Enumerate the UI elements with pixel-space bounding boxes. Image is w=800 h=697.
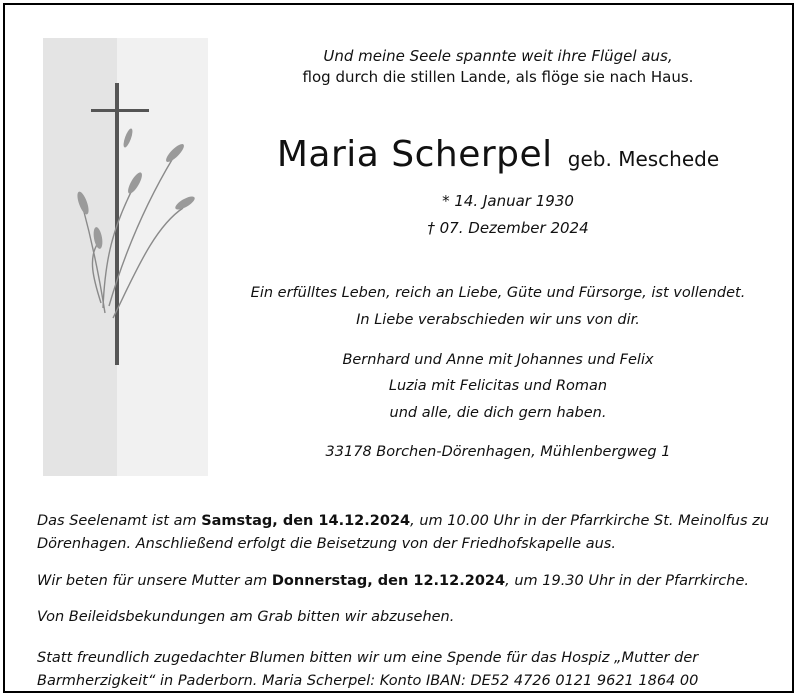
deceased-name: Maria Scherpel — [276, 134, 553, 175]
birth-name: geb. Meschede — [567, 147, 720, 171]
poem-line-2: flog durch die stillen Lande, als flöge sie nach Haus. — [302, 68, 694, 86]
tribute-line-2: In Liebe verabschieden wir uns von dir. — [356, 312, 640, 328]
prayer-notice — [37, 570, 777, 593]
poem-line-1: Und meine Seele spannte weit ihre Flügel aus, — [323, 47, 673, 65]
cross-icon — [43, 38, 208, 476]
prayer-date: Donnerstag, den 12.12.2024 — [271, 573, 506, 589]
condolences-notice: Von Beileidsbekundungen am Grab bitten wir abzusehen. — [37, 609, 455, 625]
family-address: 33178 Borchen-Dörenhagen, Mühlenbergweg 1 — [325, 444, 671, 460]
name-heading — [238, 134, 758, 175]
tribute-line-1: Ein erfülltes Leben, reich an Liebe, Güte und Fürsorge, ist vollendet. — [250, 285, 746, 301]
mourners-line-3: und alle, die dich gern haben. — [389, 405, 607, 421]
requiem-date: Samstag, den 14.12.2024 — [201, 513, 411, 529]
mourners-line-1: Bernhard und Anne mit Johannes und Felix — [342, 352, 654, 368]
cross-wheat-image — [43, 38, 208, 476]
donation-notice: Statt freundlich zugedachter Blumen bitten wir um eine Spende für das Hospiz „Mutter der Barmherzigkeit“ in Paderborn. Maria Scherpel: Konto IBAN: DE52 4726 0121 9621 1864 00 — [37, 650, 699, 689]
requiem-notice — [37, 510, 777, 556]
mourners-line-2: Luzia mit Felicitas und Roman — [388, 378, 608, 394]
prayer-pre: Wir beten für unsere Mutter am — [37, 573, 272, 589]
requiem-pre: Das Seelenamt ist am — [37, 513, 202, 529]
prayer-post: , um 19.30 Uhr in der Pfarrkirche. — [505, 573, 750, 589]
requiem-post: , um 10.00 Uhr in der Pfarrkirche St. Meinolfus zu Dörenhagen. Anschließend erfolgt die Beisetzung von der Friedhofskapelle aus. — [37, 513, 769, 552]
birth-date: * 14. Januar 1930 — [442, 192, 574, 210]
death-date: † 07. Dezember 2024 — [427, 219, 589, 237]
